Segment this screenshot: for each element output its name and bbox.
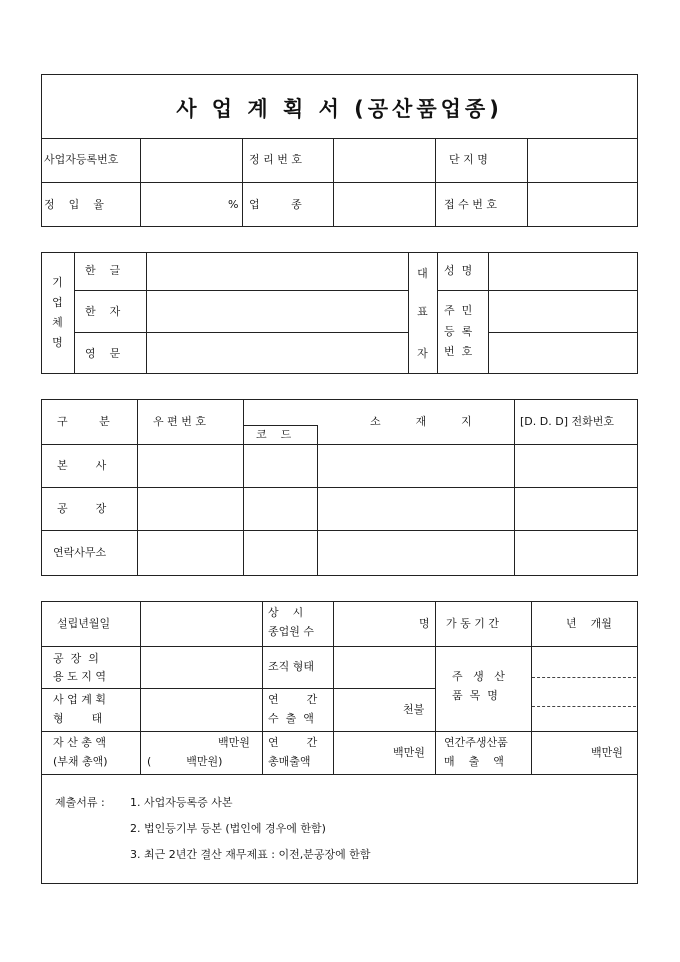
main-products-label-1: 주 생 산 <box>452 670 505 683</box>
complex-name-field[interactable] <box>528 139 637 181</box>
company-name-label-3: 체 <box>52 316 63 329</box>
document-item: 3. 최근 2년간 결산 재무제표 : 이전,분공장에 한함 <box>130 848 371 861</box>
thousand-dollar-unit: 천불 <box>403 703 425 716</box>
operation-period-label: 가 동 기 간 <box>446 617 499 630</box>
address-row-liaison-office: 연락사무소 <box>53 546 107 559</box>
land-use-field[interactable] <box>141 647 261 687</box>
complex-name-label: 단 지 명 <box>449 153 488 166</box>
year-month-unit: 년 개월 <box>566 617 612 630</box>
annual-export-label-1: 연 간 <box>268 693 318 706</box>
division-header: 구 분 <box>57 415 110 428</box>
industry-field[interactable] <box>334 183 434 226</box>
location-header: 소 재 지 <box>370 415 472 428</box>
korean-name-label: 한 글 <box>85 264 121 277</box>
arrangement-no-field[interactable] <box>334 139 434 181</box>
phone-header: [D. D. D] 전화번호 <box>520 415 614 428</box>
org-type-label: 조직 형태 <box>268 660 315 673</box>
office-address-field[interactable] <box>138 531 637 575</box>
company-name-label-4: 명 <box>52 336 63 349</box>
representative-label-3: 자 <box>417 347 428 360</box>
employees-label-1: 상 시 <box>268 606 304 619</box>
assets-million-won-unit: 백만원 <box>218 736 250 749</box>
industry-label: 업 종 <box>249 198 302 211</box>
established-date-label: 설립년월일 <box>57 617 111 630</box>
receipt-no-field[interactable] <box>528 183 637 226</box>
company-name-label-1: 기 <box>52 276 63 289</box>
hq-address-field[interactable] <box>138 445 637 486</box>
factory-address-field[interactable] <box>138 488 637 529</box>
arrangement-no-label: 정 리 번 호 <box>249 153 302 166</box>
total-assets-label-1: 자 산 총 액 <box>53 736 106 749</box>
english-name-field[interactable] <box>147 333 407 373</box>
business-plan-field[interactable] <box>141 689 261 730</box>
address-row-factory: 공 장 <box>57 502 107 515</box>
documents-label: 제출서류 : <box>55 796 105 809</box>
biz-reg-no-field[interactable] <box>141 139 241 181</box>
details-section <box>41 601 638 884</box>
document-item: 2. 법인등기부 등본 (법인에 경우에 한함) <box>130 822 326 835</box>
korean-name-field[interactable] <box>147 253 407 289</box>
resident-no-label-3: 번 호 <box>444 345 473 358</box>
annual-sales-label-2: 총매출액 <box>268 755 311 768</box>
employees-label-2: 종업원 수 <box>268 625 315 638</box>
document-item: 1. 사업자등록증 사본 <box>130 796 233 809</box>
resident-no-label-2: 등 록 <box>444 325 473 338</box>
page-title: 사 업 계 획 서 (공산품업종) <box>176 97 503 121</box>
postal-code-header: 우 편 번 호 <box>153 415 206 428</box>
occupancy-rate-label: 정 입 율 <box>44 198 104 211</box>
resident-no-label-1: 주 민 <box>444 304 473 317</box>
established-date-field[interactable] <box>141 602 261 645</box>
total-assets-label-2: (부채 총액) <box>53 755 108 768</box>
annual-export-label-2: 수 출 액 <box>268 712 314 725</box>
representative-label-1: 대 <box>417 267 428 280</box>
occupancy-rate-field[interactable] <box>141 183 241 226</box>
representative-label-2: 표 <box>417 305 428 318</box>
annual-output-label-2: 매 출 액 <box>444 755 504 768</box>
resident-no-field[interactable] <box>489 291 637 373</box>
main-products-field[interactable] <box>532 647 637 730</box>
annual-sales-label-1: 연 간 <box>268 736 318 749</box>
land-use-label-2: 용 도 지 역 <box>53 670 106 683</box>
address-row-headquarters: 본 사 <box>57 459 107 472</box>
main-products-label-2: 품 목 명 <box>452 689 498 702</box>
person-unit: 명 <box>419 617 430 630</box>
org-type-field[interactable] <box>334 647 434 687</box>
chinese-name-label: 한 자 <box>85 305 121 318</box>
company-name-label-2: 업 <box>52 296 63 309</box>
sales-million-won-unit: 백만원 <box>393 746 425 759</box>
biz-reg-no-label: 사업자등록번호 <box>44 153 119 166</box>
business-plan-label-2: 형 태 <box>53 712 103 725</box>
english-name-label: 영 문 <box>85 347 121 360</box>
output-million-won-unit: 백만원 <box>591 746 623 759</box>
debt-million-won-unit: ( 백만원) <box>147 755 223 768</box>
receipt-no-label: 접 수 번 호 <box>444 198 497 211</box>
rep-name-field[interactable] <box>489 253 637 289</box>
code-header: 코 드 <box>256 428 292 441</box>
rep-name-label: 성 명 <box>444 264 473 277</box>
percent-unit: % <box>228 198 239 211</box>
annual-output-label-1: 연간주생산품 <box>444 736 508 749</box>
chinese-name-field[interactable] <box>147 291 407 331</box>
business-plan-label-1: 사 업 계 획 <box>53 693 106 706</box>
land-use-label-1: 공 장 의 <box>53 652 99 665</box>
